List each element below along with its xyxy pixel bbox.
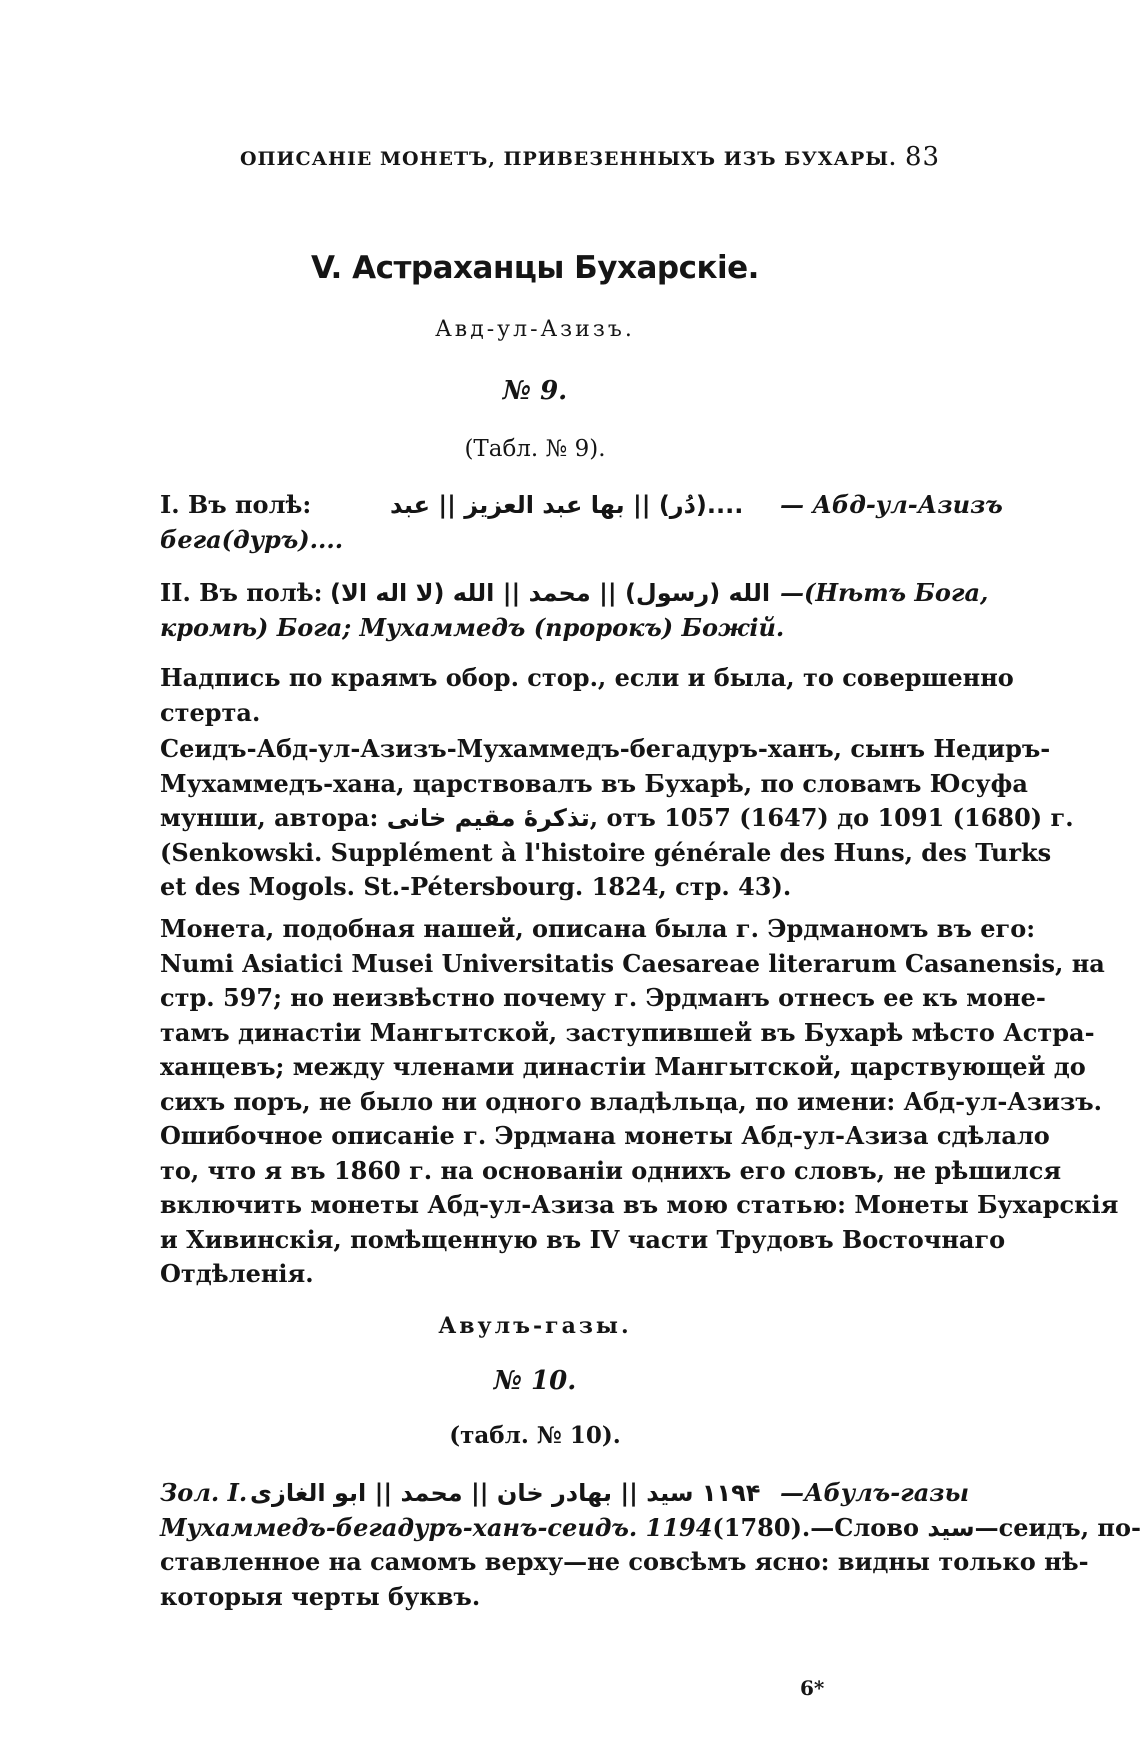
entry-label: Зол. I.	[160, 1478, 248, 1507]
coin-number-1: № 9.	[502, 376, 568, 406]
paragraph-line: тамъ династіи Мангытской, заступившей въ Бухарѣ мѣсто Астра-	[160, 1017, 1095, 1047]
page-number: 83	[905, 142, 941, 172]
ruler-heading-1: Авд-ул-Азизъ.	[435, 317, 635, 342]
paragraph-line: et des Mogols. St.-Pétersbourg. 1824, стр. 43).	[160, 872, 792, 901]
paragraph-line: ханцевъ; между членами династіи Мангытской, царствующей до	[160, 1052, 1086, 1081]
paragraph-line: и Хивинскія, помѣщенную въ IV части Трудовъ Восточнаго	[160, 1224, 1006, 1254]
ruler-heading-2: Авулъ-газы.	[438, 1313, 632, 1339]
paragraph-line: мунши, автора:	[160, 803, 379, 832]
hijri-year: 1194	[645, 1512, 713, 1542]
entry-field-1	[160, 488, 1003, 557]
translation-continued: кромѣ) Бога; Мухаммедъ (пророкъ) Божій.	[160, 612, 785, 642]
running-title: ОПИСАНІЕ МОНЕТЪ, ПРИВЕЗЕННЫХЪ ИЗЪ БУХАРЫ.	[240, 148, 897, 170]
paragraph-line: сихъ поръ, не было ни одного владѣльца, по имени: Абд-ул-Азизъ.	[160, 1086, 1103, 1116]
entry-label: II. Въ полѣ:	[160, 578, 323, 607]
paragraph-line: Мухаммедъ-хана, царствовалъ въ Бухарѣ, по словамъ Юсуфа	[160, 768, 1028, 798]
paragraph-line: включить монеты Абд-ул-Азиза въ мою статью: Монеты Бухарскія	[160, 1190, 1119, 1219]
paragraph-line: ставленное на самомъ верху—не совсѣмъ ясно: видны только нѣ-	[160, 1547, 1089, 1576]
translation: — Абд-ул-Азизъ	[780, 490, 1003, 519]
paragraph-line: Отдѣленія.	[160, 1259, 314, 1288]
translation: —(Нѣтъ Бога,	[780, 578, 989, 607]
paragraph-line: Монета, подобная нашей, описана была г. Эрдманомъ въ его:	[160, 914, 1036, 943]
arabic-inscription: الله (رسول) || محمد || الله (لا اله الا)	[330, 579, 771, 607]
translation: —Абулъ-газы	[780, 1478, 969, 1507]
paragraph-line: (1780).—Слово	[712, 1512, 919, 1542]
paragraph-line: —сеидъ, по-	[974, 1512, 1141, 1542]
translation-continued: Мухаммедъ-бегадуръ-ханъ-сеидъ.	[160, 1512, 638, 1542]
entry-label: I. Въ полѣ:	[160, 490, 312, 519]
paragraph-line: Ошибочное описаніе г. Эрдмана монеты Абд-ул-Азиза сдѣлало	[160, 1121, 1050, 1150]
paragraph-erdmann	[160, 912, 1119, 1292]
entry-field-2	[160, 576, 989, 645]
paragraph-line: Сеидъ-Абд-ул-Азизъ-Мухаммедъ-бегадуръ-ханъ, сынъ Недиръ-	[160, 734, 1051, 763]
signature-mark: 6*	[800, 1676, 825, 1700]
paragraph-line: стерта.	[160, 697, 261, 727]
arabic-word: سید	[927, 1513, 975, 1542]
translation-continued: бега(дуръ)....	[160, 524, 344, 554]
table-reference-2: (табл. № 10).	[449, 1422, 621, 1449]
arabic-inscription: ....(دُر) || بها عبد العزيز || عبد	[390, 491, 744, 519]
paragraph-line-tail: , отъ 1057 (1647) до 1091 (1680) г.	[589, 803, 1074, 832]
paragraph-line: Надпись по краямъ обор. стор., если и была, то совершенно	[160, 663, 1014, 692]
section-title: V. Астраханцы Бухарскіе.	[311, 250, 759, 286]
arabic-inscription: ۱۱۹۴ سید || بهادر خان || محمد || ابو الغازی	[250, 1479, 761, 1507]
table-reference-1: (Табл. № 9).	[464, 436, 606, 462]
paragraph-line: (Senkowski. Supplément à l'histoire générale des Huns, des Turks	[160, 837, 1052, 867]
paragraph-line: которыя черты буквъ.	[160, 1581, 481, 1611]
paragraph-line: Numi Asiatici Musei Universitatis Caesareae literarum Casanensis, на	[160, 948, 1105, 978]
entry-gold-1	[160, 1476, 1141, 1614]
paragraph-history	[160, 732, 1074, 905]
paragraph-line: стр. 597; но неизвѣстно почему г. Эрдманъ отнесъ ее къ моне-	[160, 983, 1046, 1012]
paragraph-edge	[160, 661, 1014, 730]
arabic-title: تذکرهٔ مقیم خانی	[386, 804, 590, 832]
paragraph-line: то, что я въ 1860 г. на основаніи однихъ его словъ, не рѣшился	[160, 1155, 1062, 1185]
coin-number-2: № 10.	[493, 1366, 577, 1396]
